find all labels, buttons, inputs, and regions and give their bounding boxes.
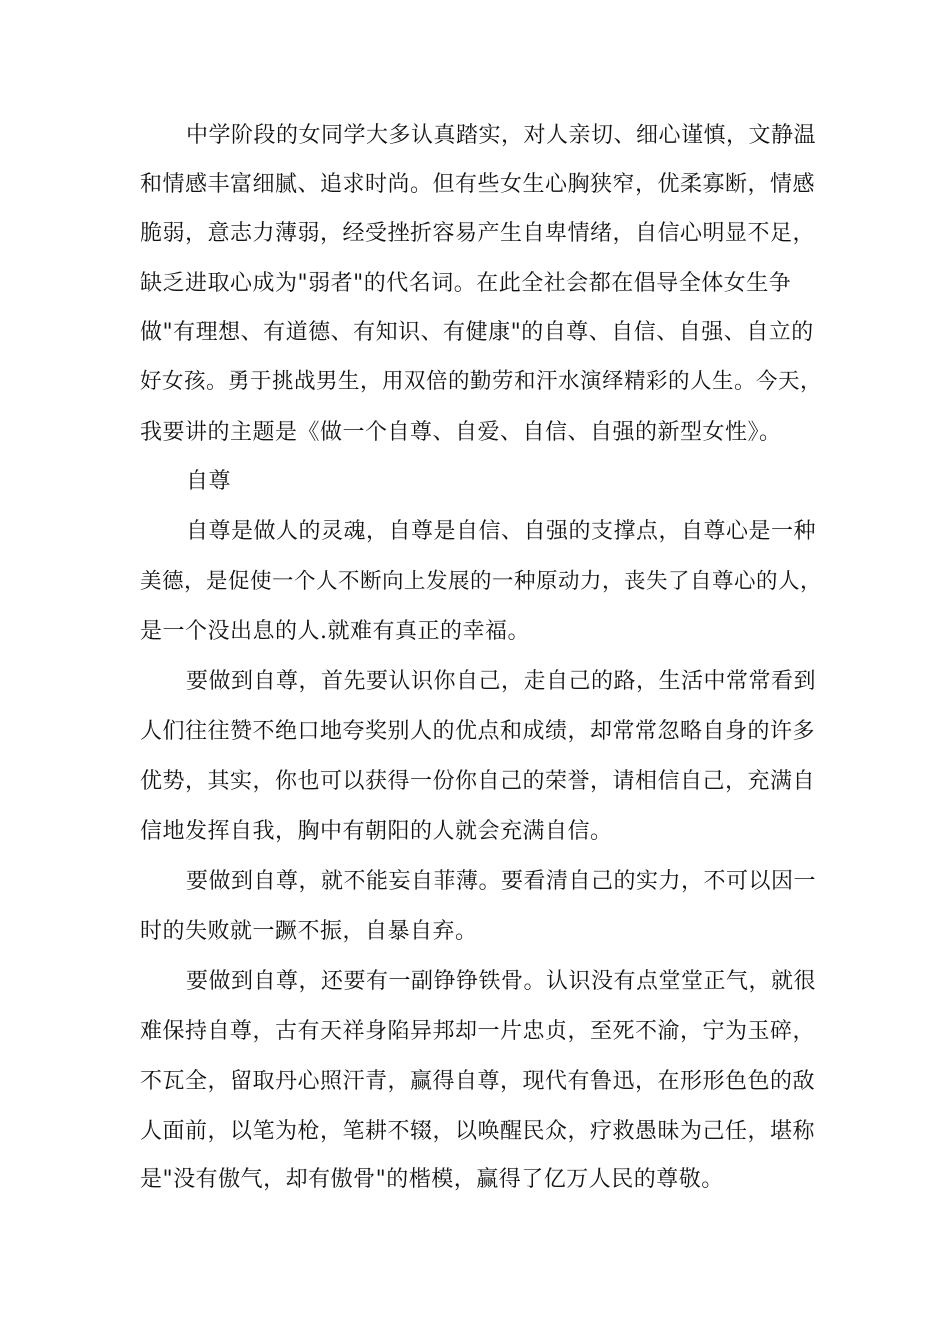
text-line: 信地发挥自我，胸中有朝阳的人就会充满自信。 <box>140 819 613 844</box>
text-line: 人们往往赞不绝口地夸奖别人的优点和成绩，却常常忽略自身的许多 <box>140 719 816 744</box>
text-line: 我要讲的主题是《做一个自尊、自爱、自信、自强的新型女性》。 <box>140 420 782 445</box>
text-line: 脆弱，意志力薄弱，经受挫折容易产生自卑情绪，自信心明显不足， <box>140 221 816 246</box>
text-line: 不瓦全，留取丹心照汗青，赢得自尊，现代有鲁迅，在形形色色的敌 <box>140 1069 816 1094</box>
text-line: 要做到自尊，首先要认识你自己，走自己的路，生活中常常看到 <box>186 669 817 694</box>
text-line: 是"没有傲气，却有傲骨"的楷模，赢得了亿万人民的尊敬。 <box>140 1167 724 1192</box>
text-line: 人面前，以笔为枪，笔耕不辍，以唤醒民众，疗救愚昧为己任，堪称 <box>140 1119 816 1144</box>
text-line: 时的失败就一蹶不振，自暴自弃。 <box>140 919 478 944</box>
section-heading: 自尊 <box>186 469 232 494</box>
text-line: 中学阶段的女同学大多认真踏实，对人亲切、细心谨慎，文静温 <box>186 123 817 148</box>
text-line: 做"有理想、有道德、有知识、有健康"的自尊、自信、自强、自立的 <box>140 320 814 345</box>
text-line: 难保持自尊，古有天祥身陷异邦却一片忠贞，至死不渝，宁为玉碎， <box>140 1019 816 1044</box>
text-line: 要做到自尊，还要有一副铮铮铁骨。认识没有点堂堂正气，就很 <box>186 969 817 994</box>
text-line: 美德，是促使一个人不断向上发展的一种原动力，丧失了自尊心的人， <box>140 569 823 594</box>
text-line: 自尊是做人的灵魂，自尊是自信、自强的支撑点，自尊心是一种 <box>186 519 817 544</box>
text-line: 优势，其实，你也可以获得一份你自己的荣誉，请相信自己，充满自 <box>140 769 816 794</box>
text-line: 缺乏进取心成为"弱者"的代名词。在此全社会都在倡导全体女生争 <box>140 271 792 296</box>
text-line: 是一个没出息的人.就难有真正的幸福。 <box>140 619 530 644</box>
text-line: 要做到自尊，就不能妄自菲薄。要看清自己的实力，不可以因一 <box>186 869 817 894</box>
text-line: 和情感丰富细腻、追求时尚。但有些女生心胸狭窄，优柔寡断，情感 <box>140 172 816 197</box>
text-line: 好女孩。勇于挑战男生，用双倍的勤劳和汗水演绎精彩的人生。今天， <box>140 369 823 394</box>
